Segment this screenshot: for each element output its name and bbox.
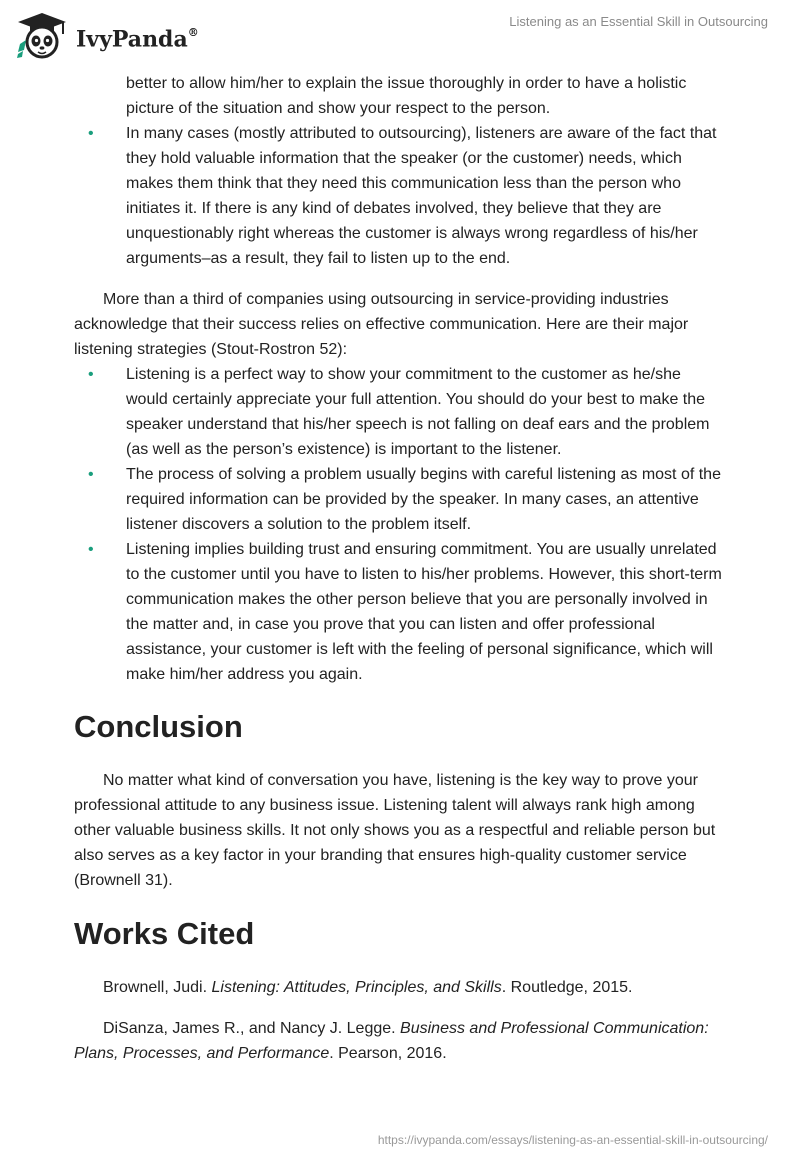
bullet-icon: [88, 537, 94, 562]
bullet-icon: [88, 362, 94, 387]
list-item-text: better to allow him/her to explain the issue thoroughly in order to have a holistic picture of the situation and show your respect to the person.: [126, 75, 687, 117]
source-url[interactable]: https://ivypanda.com/essays/listening-as-an-essential-skill-in-outsourcing/: [377, 1133, 768, 1147]
list-item: [74, 71, 724, 121]
citation-entry: [74, 975, 724, 1000]
list-item-text: In many cases (mostly attributed to outsourcing), listeners are aware of the fact that they hold valuable information that the speaker (or the customer) needs, which makes them think that they need this communication less than the person who initiates it. If there is any kind of debates involved, they believe that they are unquestionably right whereas the customer is always wrong regardless of his/her arguments–as a result, they fail to listen up to the end.: [126, 125, 717, 267]
bullet-icon: [88, 121, 94, 146]
citation-author: DiSanza, James R., and Nancy J. Legge.: [103, 1020, 401, 1037]
citation-author: Brownell, Judi.: [103, 979, 212, 996]
citation-publisher: . Routledge, 2015.: [501, 979, 633, 996]
list-item: [74, 121, 724, 271]
ivypanda-logo[interactable]: [14, 10, 199, 60]
conclusion-heading: Conclusion: [74, 709, 243, 744]
page-header: [0, 0, 800, 70]
citation-publisher: . Pearson, 2016.: [329, 1045, 447, 1062]
list-item-text: Listening is a perfect way to show your commitment to the customer as he/she would certainly appreciate your full attention. You should do your best to make the speaker understand that his/her speech is not falling on deaf ears and the problem (as well as the person’s existence) is important to the listener.: [126, 366, 710, 458]
citation-title: Listening: Attitudes, Principles, and Skills: [211, 979, 502, 996]
essay-content: [74, 70, 724, 1066]
citation-entry: [74, 1016, 724, 1066]
strategies-paragraph: More than a third of companies using outsourcing in service-providing industries acknowledge that their success relies on effective communication. Here are their major listening strategies (Stout-Rostron 52):: [74, 291, 689, 358]
citation-title: Business and Professional Communication: Plans, Processes, and Performance: [74, 1020, 709, 1062]
document-title: Listening as an Essential Skill in Outsourcing: [509, 14, 768, 29]
list-item-text: Listening implies building trust and ensuring commitment. You are usually unrelated to the customer until you have to listen to his/her problems. However, this short-term communication makes the other person believe that you are personally involved in the matter and, in case you prove that you can listen and offer professional assistance, your customer is left with the feeling of personal significance, which will make him/her address you again.: [126, 541, 722, 683]
strategies-list: [74, 362, 724, 687]
continued-list: [74, 71, 724, 271]
list-item: [74, 362, 724, 462]
bullet-icon: [88, 462, 94, 487]
panda-logo-icon: [14, 10, 70, 60]
list-item: [74, 462, 724, 537]
works-cited-heading: Works Cited: [74, 916, 255, 951]
conclusion-paragraph: No matter what kind of conversation you have, listening is the key way to prove your professional attitude to any business issue. Listening talent will always rank high among other valuable business skills. It not only shows you as a respectful and reliable person but also serves as a key factor in your branding that ensures high-quality customer service (Brownell 31).: [74, 772, 716, 889]
brand-name: IvyPanda®: [76, 26, 199, 53]
list-item: [74, 537, 724, 687]
list-item-text: The process of solving a problem usually begins with careful listening as most of the required information can be provided by the speaker. In many cases, an attentive listener discovers a solution to the problem itself.: [126, 466, 721, 533]
